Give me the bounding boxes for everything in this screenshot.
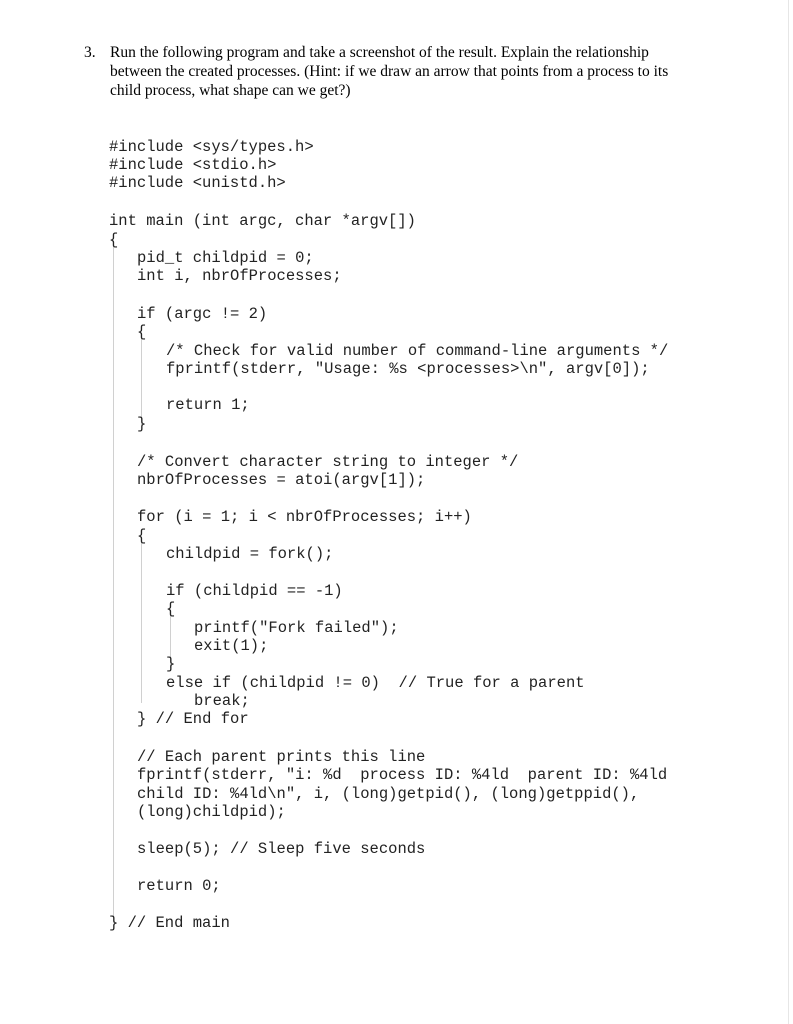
code-line: {: [166, 600, 176, 618]
code-line: break;: [194, 692, 250, 710]
code-line: pid_t childpid = 0;: [137, 249, 314, 267]
code-line: {: [137, 527, 147, 545]
code-line: /* Convert character string to integer */: [137, 453, 519, 471]
code-line: if (argc != 2): [137, 305, 268, 323]
indent-guide: [141, 540, 142, 703]
code-line: // Each parent prints this line: [137, 748, 426, 766]
code-line: child ID: %4ld\n", i, (long)getpid(), (long)getppid(),: [137, 785, 640, 803]
code-line: {: [109, 231, 119, 249]
code-line: #include <unistd.h>: [109, 174, 286, 192]
code-line: else if (childpid != 0) // True for a parent: [166, 674, 585, 692]
page-edge: [788, 0, 789, 1024]
code-line: (long)childpid);: [137, 803, 286, 821]
code-line: fprintf(stderr, "i: %d process ID: %4ld parent ID: %4ld: [137, 766, 668, 784]
question-line: child process, what shape can we get?): [110, 82, 351, 99]
code-line: }: [137, 415, 147, 433]
code-line: {: [137, 323, 147, 341]
code-line: printf("Fork failed");: [194, 619, 399, 637]
indent-guide: [141, 338, 142, 425]
code-line: if (childpid == -1): [166, 582, 343, 600]
code-line: #include <stdio.h>: [109, 156, 277, 174]
code-line: }: [166, 655, 176, 673]
code-line: /* Check for valid number of command-line arguments */: [166, 342, 669, 360]
code-line: } // End main: [109, 914, 230, 932]
code-line: childpid = fork();: [166, 545, 334, 563]
question-number: 3.: [84, 44, 96, 61]
code-line: nbrOfProcesses = atoi(argv[1]);: [137, 471, 426, 489]
code-line: } // End for: [137, 710, 249, 728]
code-line: for (i = 1; i < nbrOfProcesses; i++): [137, 508, 472, 526]
code-line: #include <sys/types.h>: [109, 138, 314, 156]
code-line: sleep(5); // Sleep five seconds: [137, 840, 426, 858]
code-line: int main (int argc, char *argv[]): [109, 212, 416, 230]
code-line: fprintf(stderr, "Usage: %s <processes>\n", argv[0]);: [166, 360, 650, 378]
code-line: int i, nbrOfProcesses;: [137, 267, 342, 285]
question-line: Run the following program and take a screenshot of the result. Explain the relationship: [110, 44, 649, 61]
code-line: return 1;: [166, 396, 250, 414]
code-line: exit(1);: [194, 637, 269, 655]
indent-guide: [113, 247, 114, 923]
question-line: between the created processes. (Hint: if we draw an arrow that points from a process to its: [110, 63, 669, 80]
question-text: [110, 43, 720, 100]
code-line: return 0;: [137, 877, 221, 895]
